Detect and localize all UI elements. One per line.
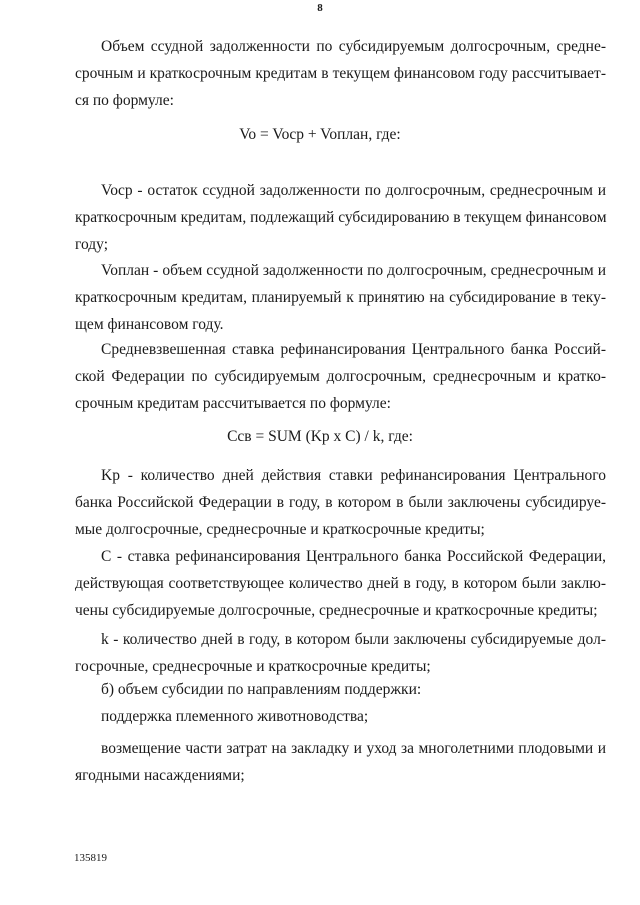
definition-k	[75, 626, 606, 680]
text-line: ягодными насаждениями;	[75, 767, 245, 784]
text-line: щем финансовом году.	[75, 316, 224, 333]
formula-volume: Vo = Vocp + Voплан, где:	[239, 126, 401, 143]
text-line: Voплан - объем ссудной задолженности по долгосрочным, среднесрочным и	[101, 262, 606, 279]
text-line: краткосрочным кредитам, планируемый к принятию на субсидирование в теку-	[75, 289, 606, 306]
item-livestock-support: поддержка племенного животноводства;	[101, 708, 369, 725]
text-line: ся по формуле:	[75, 92, 174, 109]
text-line: госрочные, среднесрочные и краткосрочные кредиты;	[75, 658, 431, 675]
text-line: С - ставка рефинансирования Центрального банка Российской Федерации,	[101, 548, 606, 565]
paragraph-rate-intro	[75, 336, 606, 417]
formula-rate: Ccв = SUM (Kp x C) / k, где:	[227, 428, 413, 445]
text-line: действующая соответствующее количество дней в году, в котором были заклю-	[75, 575, 606, 592]
page-number: 8	[317, 2, 323, 14]
document-code: 135819	[74, 852, 107, 864]
text-line: срочным и краткосрочным кредитам в текущем финансовом году рассчитывает-	[75, 65, 606, 82]
text-line: k - количество дней в году, в котором были заключены субсидируемые дол-	[101, 631, 606, 648]
text-line: Средневзвешенная ставка рефинансирования Центрального банка Россий-	[101, 341, 606, 358]
text-line: чены субсидируемые долгосрочные, среднесрочные и краткосрочные кредиты;	[75, 602, 598, 619]
item-b-subsidy-volume: б) объем субсидии по направлениям поддержки:	[101, 681, 422, 698]
definition-vosr	[75, 177, 606, 258]
text-line: банка Российской Федерации в году, в котором в были заключены субсидируе-	[75, 494, 606, 511]
text-line: Объем ссудной задолженности по субсидируемым долгосрочным, средне-	[101, 38, 606, 55]
paragraph-volume-intro	[75, 33, 606, 114]
definition-voplan	[75, 257, 606, 338]
text-line: году;	[75, 236, 109, 253]
text-line: мые долгосрочные, среднесрочные и краткосрочные кредиты;	[75, 521, 485, 538]
text-line: возмещение части затрат на закладку и уход за многолетними плодовыми и	[101, 740, 606, 757]
item-orchards	[75, 735, 606, 789]
text-line: срочным кредитам рассчитывается по формуле:	[75, 395, 391, 412]
text-line: краткосрочным кредитам, подлежащий субсидированию в текущем финансовом	[75, 209, 607, 226]
text-line: ской Федерации по субсидируемым долгосрочным, среднесрочным и кратко-	[75, 368, 606, 385]
definition-kp	[75, 462, 606, 543]
definition-c	[75, 543, 606, 624]
text-line: Vocp - остаток ссудной задолженности по долгосрочным, среднесрочным и	[101, 182, 606, 199]
text-line: Kp - количество дней действия ставки рефинансирования Центрального	[101, 467, 606, 484]
